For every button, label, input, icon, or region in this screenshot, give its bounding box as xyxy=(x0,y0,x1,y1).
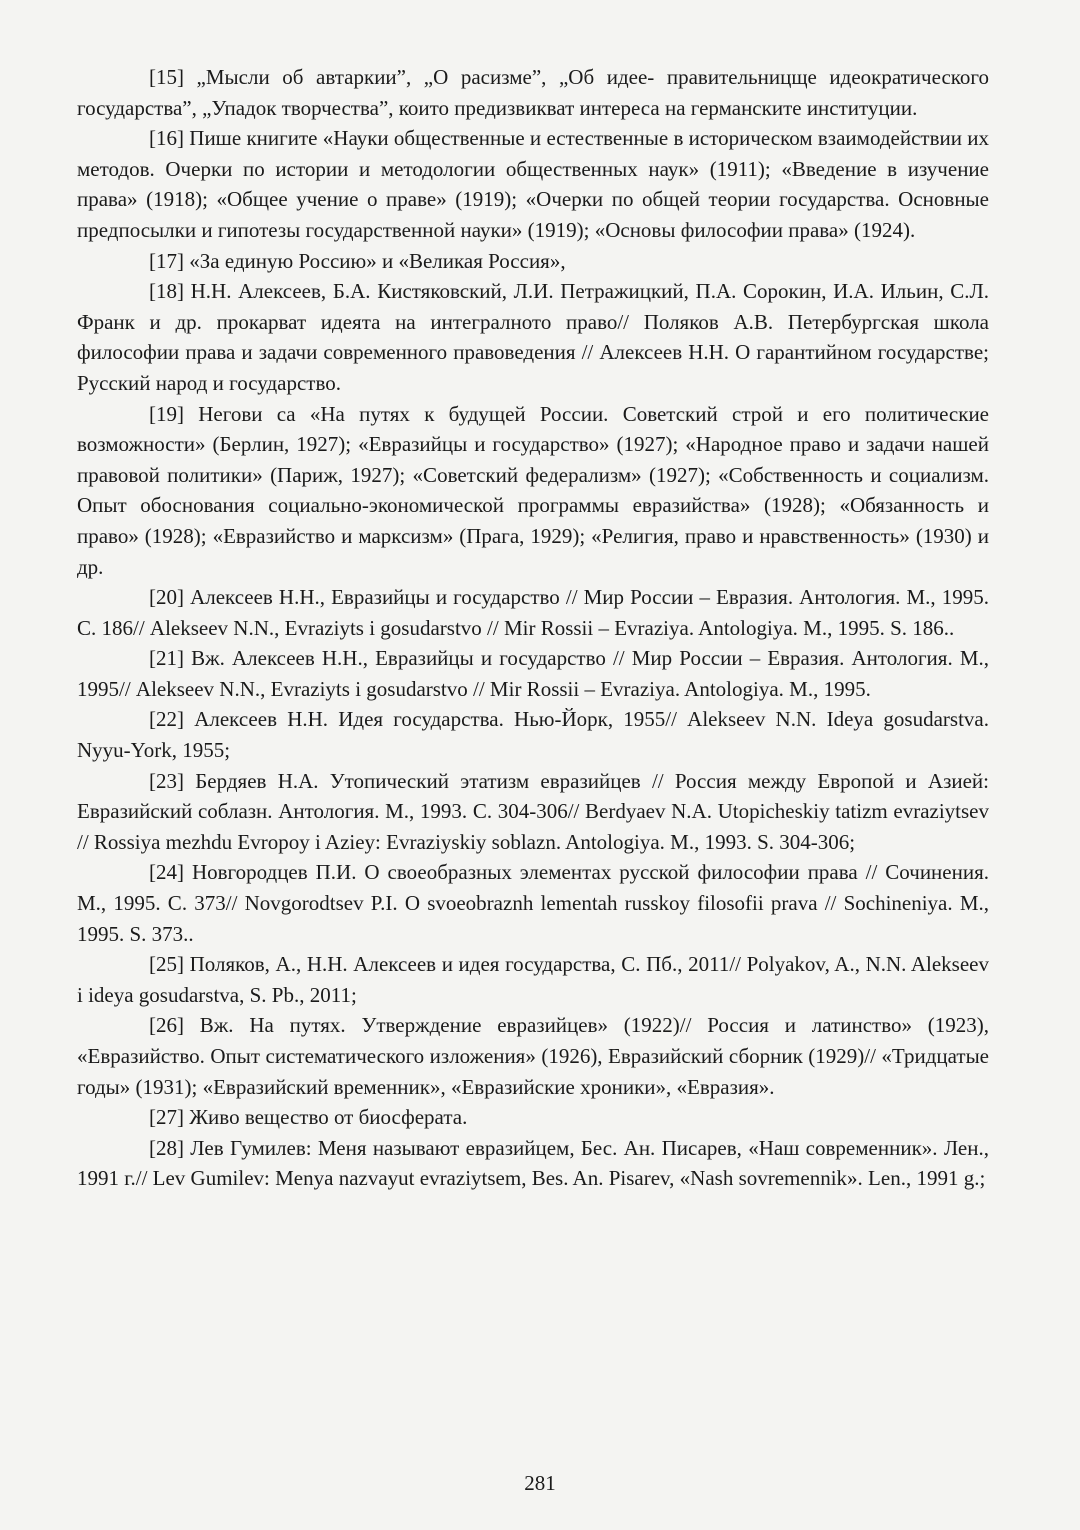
reference-24: [24] Новгородцев П.И. О своеобразных элементах русской философии права // Сочинения. М., 1995. С. 373// Novgorodtsev P.I. O svoeobraznh lementah russkoy filosofii prava // Sochineniya. M., 1995. S. 373.. xyxy=(77,860,989,946)
reference-15: [15] „Мысли об автаркии”, „О расизме”, „Об идее- правительницще идеократического государства”, „Упадок творчества”, които предизвикват интереса на германските институции. xyxy=(77,65,989,120)
reference-23: [23] Бердяев Н.А. Утопический этатизм евразийцев // Россия между Европой и Азией: Евразийский соблазн. Антология. М., 1993. С. 304-306// Berdyaev N.A. Utopicheskiy tatizm evraziytsev // Rossiya mezhdu Evropoy i Aziey: Evraziyskiy soblazn. Antologiya. M., 1993. S. 304-306; xyxy=(77,768,989,854)
reference-17: [17] «За единую Россию» и «Великая Россия», xyxy=(149,248,566,273)
reference-28: [28] Лев Гумилев: Меня называют евразийцем, Бес. Ан. Писарев, «Наш современник». Лен., 1991 г.// Lev Gumilev: Menya nazvayut evraziytsem, Bes. An. Pisarev, «Nash sovremennik». Len., 1991 g.; xyxy=(77,1135,989,1191)
reference-19: [19] Негови са «На путях к будущей России. Советский строй и его политические возможности» (Берлин, 1927); «Евразийцы и государство» (1927); «Народное право и задачи нашей правовой политики» (Париж, 1927); «Советский федерализм» (1927); «Собственность и социализм. Опыт обоснования социально-экономической программы евразийства» (1928); «Обязанность и право» (1928); «Евразийство и марксизм» (Прага, 1929); «Религия, право и нравственность» (1930) и др. xyxy=(77,401,989,579)
page-number: 281 xyxy=(524,1471,556,1495)
reference-18: [18] Н.Н. Алексеев, Б.А. Кистяковский, Л.И. Петражицкий, П.А. Сорокин, И.А. Ильин, С.Л. Франк и др. прокарват идеята на интегралното право// Поляков А.В. Петербургская школа философии права и задачи современного правоведения // Алексеев Н.Н. О гарантийном государстве; Русский народ и государство. xyxy=(77,279,989,395)
reference-27: [27] Живо вещество от биосферата. xyxy=(149,1105,468,1130)
reference-26: [26] Вж. На путях. Утверждение евразийцев» (1922)// Россия и латинство» (1923), «Евразийство. Опыт систематического изложения» (1926), Евразийский сборник (1929)// «Тридцатые годы» (1931); «Евразийский временник», «Евразийские хроники», «Евразия». xyxy=(77,1013,989,1099)
reference-20: [20] Алексеев Н.Н., Евразийцы и государство // Мир России – Евразия. Антология. М., 1995. С. 186// Alekseev N.N., Evraziyts i gosudarstvo // Mir Rossii – Evraziya. Antologiya. M., 1995. S. 186.. xyxy=(77,585,989,640)
references-list xyxy=(77,62,989,1194)
reference-21: [21] Вж. Алексеев Н.Н., Евразийцы и государство // Мир России – Евразия. Антология. М., 1995// Alekseev N.N., Evraziyts i gosudarstvo // Mir Rossii – Evraziya. Antologiya. M., 1995. xyxy=(77,646,989,701)
reference-25: [25] Поляков, А., Н.Н. Алексеев и идея государства, С. Пб., 2011// Polyakov, A., N.N. Alekseev i ideya gosudarstva, S. Pb., 2011; xyxy=(77,952,989,1007)
reference-22: [22] Алексеев Н.Н. Идея государства. Нью-Йорк, 1955// Alekseev N.N. Ideya gosudarstva. Nyyu-York, 1955; xyxy=(77,707,989,763)
reference-16: [16] Пише книгите «Науки общественные и естественные в историческом взаимодействии их методов. Очерки по истории и методологии общественных наук» (1911); «Введение в изучение права» (1918); «Общее учение о праве» (1919); «Очерки по общей теории государства. Основные предпосылки и гипотезы государственной науки» (1919); «Основы философии права» (1924). xyxy=(77,126,989,242)
